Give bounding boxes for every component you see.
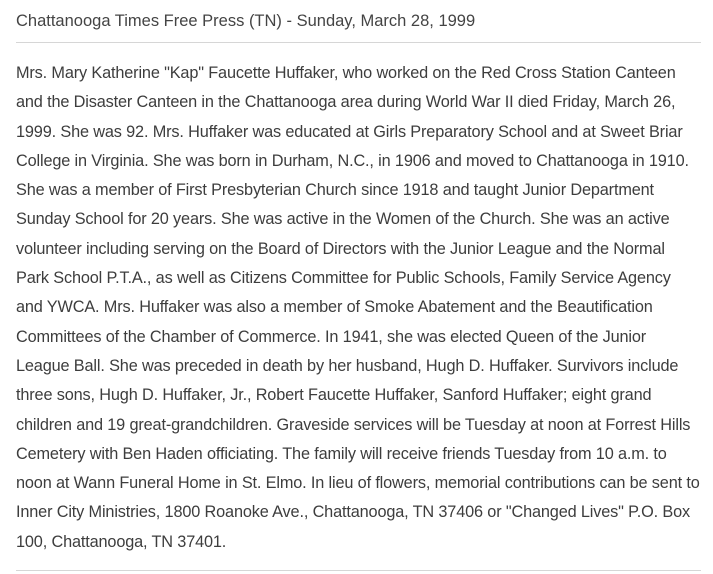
bottom-divider — [16, 570, 701, 571]
publication-source-line: Chattanooga Times Free Press (TN) - Sunday, March 28, 1999 — [16, 12, 476, 30]
obituary-text: Mrs. Mary Katherine "Kap" Faucette Huffaker, who worked on the Red Cross Station Canteen and the Disaster Canteen in the Chattanooga area during World War II died Friday, March 26, 1999. She was 92. Mrs. Huffaker was educated at Girls Preparatory School and at Sweet Briar College in Virginia. She was born in Durham, N.C., in 1906 and moved to Chattanooga in 1910. She was a member of First Presbyterian Church since 1918 and taught Junior Department Sunday School for 20 years. She was active in the Women of the Church. She was an active volunteer including serving on the Board of Directors with the Junior League and the Normal Park School P.T.A., as well as Citizens Committee for Public Schools, Family Service Agency and YWCA. Mrs. Huffaker was also a member of Smoke Abatement and the Beautification Committees of the Chamber of Commerce. In 1941, she was elected Queen of the Junior League Ball. She was preceded in death by her husband, Hugh D. Huffaker. Survivors include three sons, Hugh D. Huffaker, Jr., Robert Faucette Huffaker, Sanford Huffaker; eight grand children and 19 great-grandchildren. Graveside services will be Tuesday at noon at Forrest Hills Cemetery with Ben Haden officiating. The family will receive friends Tuesday from 10 a.m. to noon at Wann Funeral Home in St. Elmo. In lieu of flowers, memorial contributions can be sent to Inner City Ministries, 1800 Roanoke Ave., Chattanooga, TN 37406 or "Changed Lives" P.O. Box 100, Chattanooga, TN 37401. — [16, 64, 700, 551]
obituary-article — [16, 0, 701, 571]
